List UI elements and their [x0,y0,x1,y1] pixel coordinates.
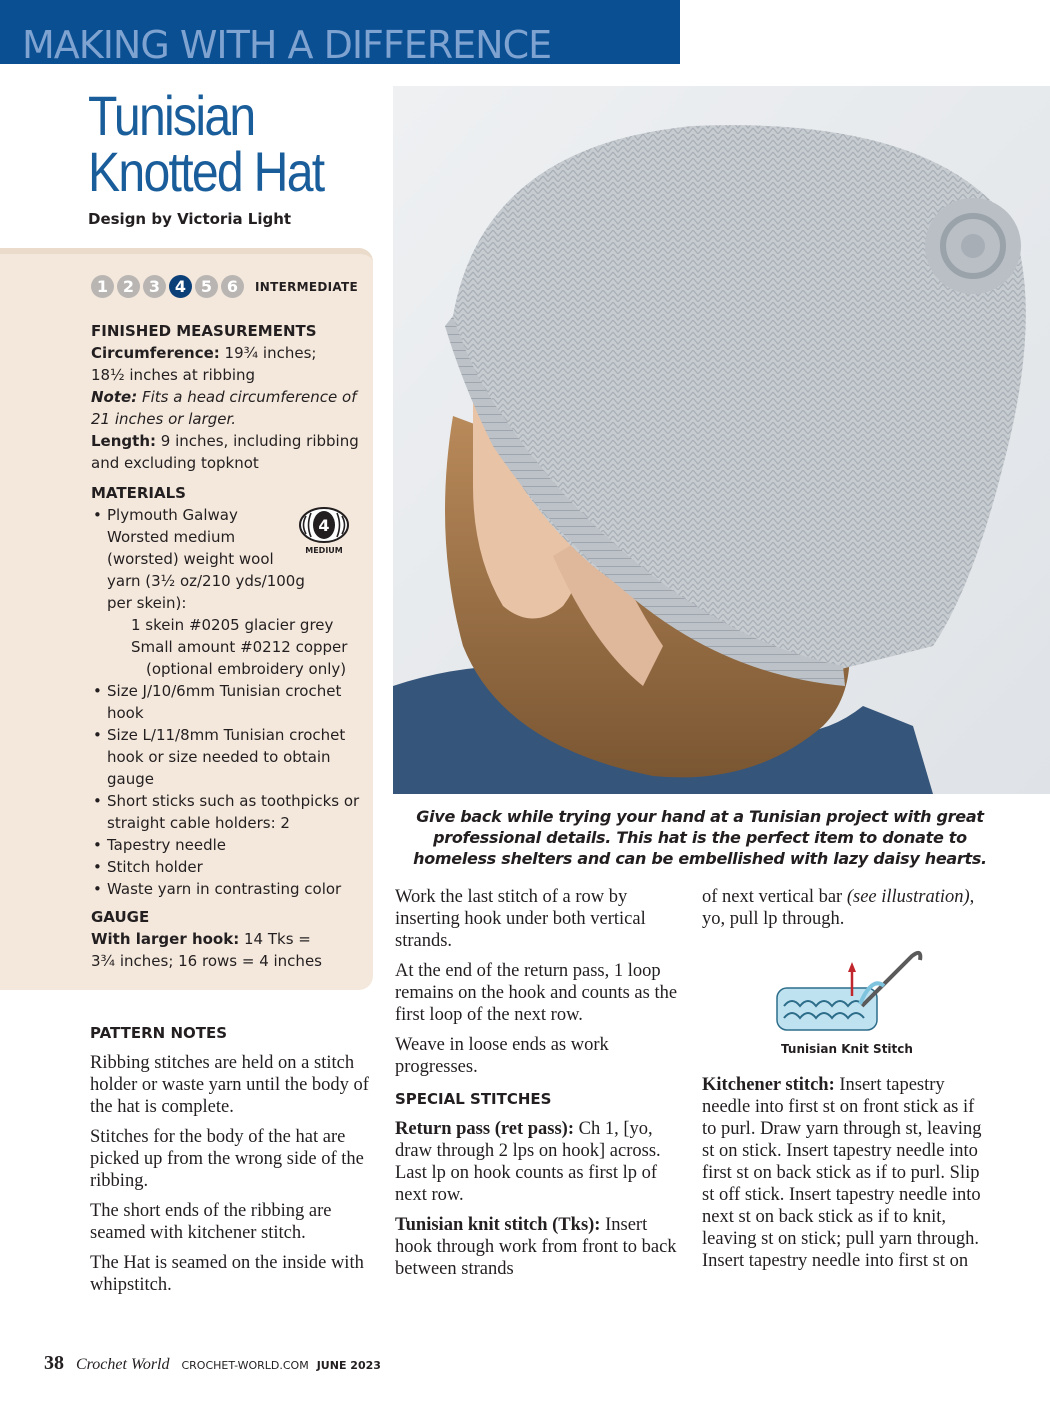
pattern-note: The Hat is seamed on the inside with whipstitch. [90,1253,364,1295]
designer-byline: Design by Victoria Light [88,210,292,228]
hook-line: • Size J/10/6mm Tunisian crochet [107,682,342,700]
diagram-caption: Tunisian Knit Stitch [781,1042,913,1056]
materials-stitch-holder: • Stitch holder [91,856,366,878]
measurements-heading: FINISHED MEASUREMENTS [91,322,317,340]
circumference-ribbing: 18½ inches at ribbing [91,366,256,384]
note-text-2: 21 inches or larger. [91,410,237,428]
yarn-line: (worsted) weight wool [107,550,274,568]
skill-level-label: INTERMEDIATE [255,279,359,294]
circumference-value: 19¾ inches; [219,344,317,362]
page-number: 38 [44,1352,64,1374]
circumference-label: Circumference: [91,344,220,362]
hook-line: hook or size needed to obtain [107,748,331,766]
note-label: Note: [91,388,138,406]
gauge [91,906,366,972]
materials-hook-j [91,680,366,724]
pattern-notes-heading: PATTERN NOTES [90,1024,228,1042]
pattern-notes-column [90,1012,380,1304]
yarn-line: • Plymouth Galway [107,506,238,524]
hat-photo [393,86,1050,794]
materials-heading: MATERIALS [91,484,186,502]
tks-text: Insert hook through work from front to back between strands [395,1215,677,1279]
section-banner [0,0,680,64]
sticks-line: straight cable holders: 2 [107,814,290,832]
return-pass-label: Return pass (ret pass): [395,1119,575,1139]
length-label: Length: [91,432,156,450]
website: CROCHET-WORLD.COM [181,1359,309,1372]
finished-measurements [91,320,366,474]
skill-dot-3: 3 [143,275,166,298]
title-line-1: Tunisian [88,84,255,147]
yarn-line: Worsted medium [107,528,236,546]
kitchener-text: Insert tapestry needle into first st on front stick as if to purl. Draw yarn through st, leaving st on stick. Insert tapestry needle into first st on back stick as if to purl. Slip st off stick. Insert tapestry needle into next st on back stick as if to knit, leaving st on stick; pull yarn through. Insert tapestry needle into first st on [702,1075,982,1271]
skill-dot-5: 5 [195,275,218,298]
hook-line: hook [107,704,144,722]
body-paragraph: Work the last stitch of a row by inserting hook under both vertical strands. [395,887,646,951]
hook-line: • Size L/11/8mm Tunisian crochet [107,726,346,744]
skill-dot-2: 2 [117,275,140,298]
tunisian-knit-stitch-diagram [772,946,932,1036]
tks-definition [395,1214,680,1280]
tks-continued-text: of next vertical bar [702,887,847,907]
section-title: MAKING WITH A DIFFERENCE [22,23,552,64]
body-paragraph: At the end of the return pass, 1 loop remains on the hook and counts as the first loop of the next row. [395,961,678,1025]
kitchener-definition [702,1074,987,1272]
note-text: Fits a head circumference of [137,388,357,406]
materials-waste-yarn: • Waste yarn in contrasting color [91,878,366,900]
page-footer [44,1352,381,1375]
yarn-line: yarn (3½ oz/210 yds/100g [107,572,305,590]
yarn-weight-number: 4 [318,516,330,535]
medium-yarn-weight-icon [298,506,350,558]
photo-caption: Give back while trying your hand at a Tunisian project with great professional details. This hat is the perfect item to donate to homeless shelters and can be embellished with lazy daisy hearts. [413,807,987,868]
gauge-heading: GAUGE [91,908,150,926]
illustration-reference: (see illustration) [846,887,970,907]
special-stitches-heading: SPECIAL STITCHES [395,1090,552,1108]
gauge-value: 14 Tks = [239,930,311,948]
pattern-note: The short ends of the ribbing are seamed with kitchener stitch. [90,1201,332,1243]
skill-dot-4-active: 4 [169,275,192,298]
pattern-note: Ribbing stitches are held on a stitch holder or waste yarn until the body of the hat is complete. [90,1053,369,1117]
gauge-label: With larger hook: [91,930,240,948]
page-title [88,84,324,203]
body-paragraph: Weave in loose ends as work progresses. [395,1035,609,1077]
pattern-note: Stitches for the body of the hat are picked up from the wrong side of the ribbing. [90,1127,364,1191]
gauge-value-2: 3¾ inches; 16 rows = 4 inches [91,952,322,970]
return-pass-text: Ch 1, [yo, draw through 2 lps on hook] across. Last lp on hook counts as first lp of next row. [395,1119,661,1205]
return-pass-definition [395,1118,680,1206]
magazine-name: Crochet World [76,1356,170,1373]
length-value-2: and excluding topknot [91,454,259,472]
title-line-2: Knotted Hat [88,140,324,203]
yarn-line: per skein): [107,594,187,612]
yarn-weight-label: MEDIUM [305,546,343,555]
materials-sticks [91,790,366,834]
yarn-color-2: Small amount #0212 copper [131,638,348,656]
right-column [702,886,987,1280]
materials-hook-l [91,724,366,790]
tks-continued [702,886,987,930]
tks-continued-end: , yo, pull lp through. [702,887,975,929]
materials-tapestry-needle: • Tapestry needle [91,834,366,856]
yarn-color-2-note: (optional embroidery only) [146,660,347,678]
issue-date: JUNE 2023 [316,1359,381,1372]
kitchener-label: Kitchener stitch: [702,1075,835,1095]
yarn-color-1: 1 skein #0205 glacier grey [131,616,334,634]
sticks-line: • Short sticks such as toothpicks or [107,792,360,810]
tks-label: Tunisian knit stitch (Tks): [395,1215,601,1235]
hook-line: gauge [107,770,154,788]
middle-column [395,886,680,1288]
skill-dot-1: 1 [91,275,114,298]
skill-dot-6: 6 [221,275,244,298]
skill-level-scale [91,275,358,298]
length-value: 9 inches, including ribbing [156,432,359,450]
